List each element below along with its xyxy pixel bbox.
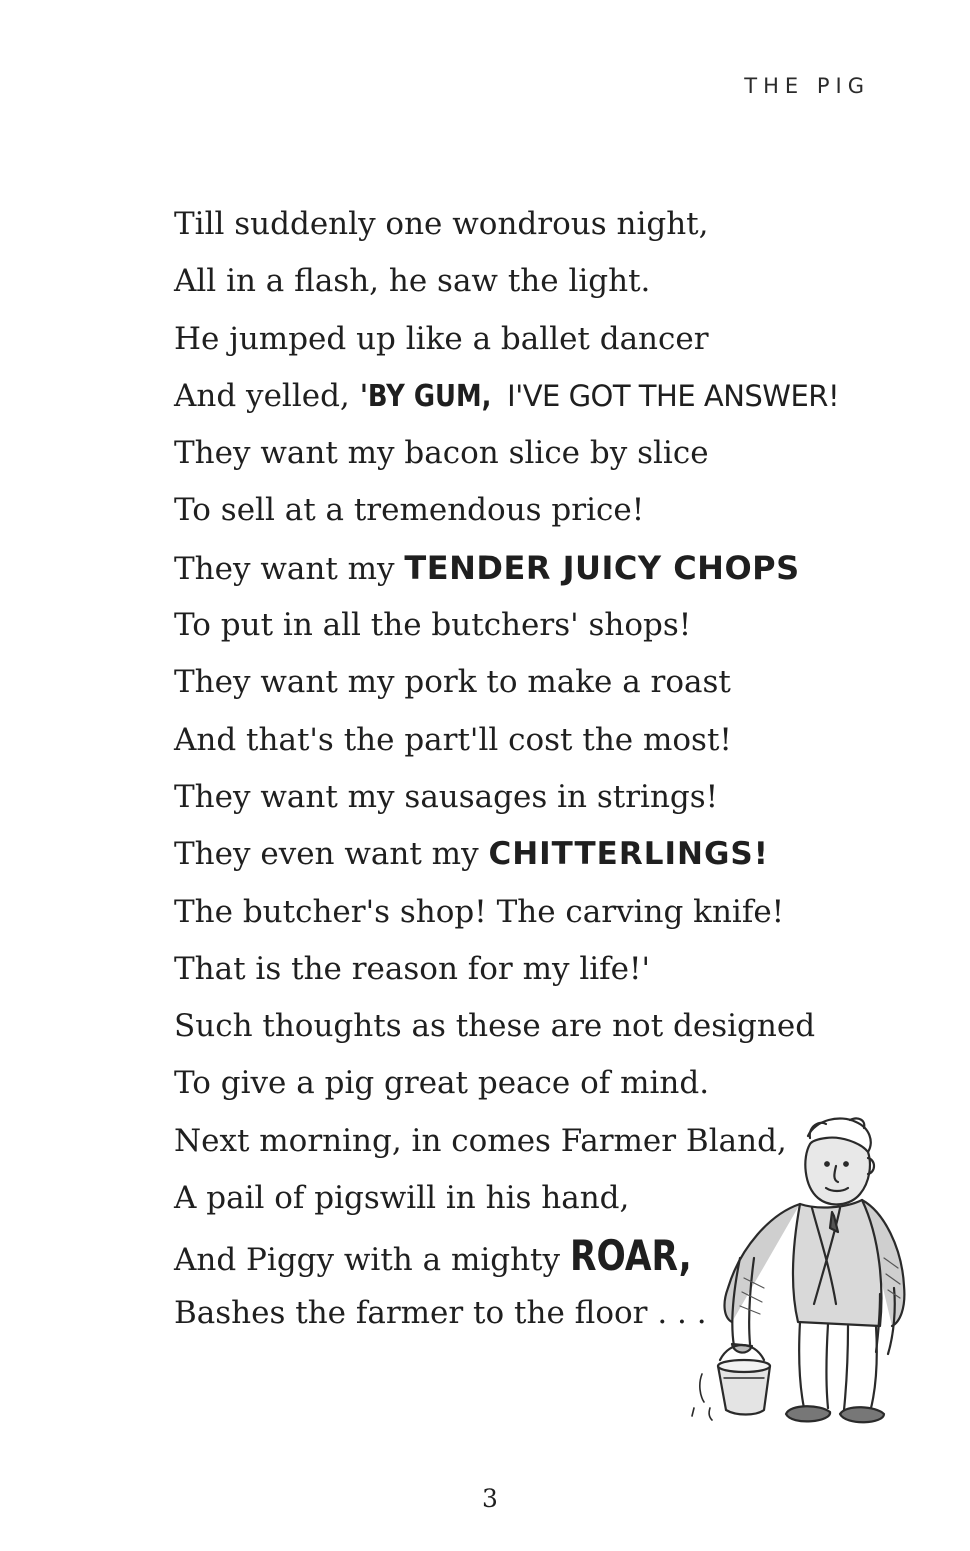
emphasis-by-gum: 'BY GUM, xyxy=(359,378,492,414)
emphasis-roar: ROAR, xyxy=(569,1231,692,1281)
poem-line xyxy=(174,368,894,425)
poem-line: Next morning, in comes Farmer Bland, xyxy=(174,1122,787,1159)
poem-line: To sell at a tremendous price! xyxy=(174,492,645,529)
emphasis-answer: I'VE GOT THE ANSWER! xyxy=(498,378,840,413)
poem-line: And that's the part'll cost the most! xyxy=(174,721,732,758)
poem-line: To put in all the butchers' shops! xyxy=(174,607,692,644)
emphasis-chitterlings: CHITTERLINGS! xyxy=(488,836,769,873)
poem-line: They want my sausages in strings! xyxy=(174,778,719,815)
farmer-with-pail-icon xyxy=(680,1108,920,1438)
poem-line: Such thoughts as these are not designed xyxy=(174,1008,816,1045)
poem-line: They want my bacon slice by slice xyxy=(174,435,709,472)
poem-line: That is the reason for my life!' xyxy=(174,950,650,987)
poem-line-text: And yelled, xyxy=(174,377,360,414)
running-header: THE PIG xyxy=(744,74,870,98)
page-number: 3 xyxy=(482,1484,498,1513)
poem-line: Till suddenly one wondrous night, xyxy=(174,206,709,242)
poem-line: They want my pork to make a roast xyxy=(174,664,731,701)
poem-line: The butcher's shop! The carving knife! xyxy=(174,893,785,930)
poem-line-text: They want my xyxy=(174,550,405,587)
poem-line xyxy=(174,540,894,597)
poem-line: To give a pig great peace of mind. xyxy=(174,1065,710,1102)
poem-line xyxy=(174,826,894,883)
poem-line: A pail of pigswill in his hand, xyxy=(174,1180,630,1217)
poem-line: He jumped up like a ballet dancer xyxy=(174,320,709,357)
poem-line-text: And Piggy with a mighty xyxy=(174,1242,570,1279)
emphasis-tender-juicy-chops: TENDER JUICY CHOPS xyxy=(404,548,800,587)
poem-line: Bashes the farmer to the floor . . . xyxy=(174,1294,707,1331)
poem-line-text: They even want my xyxy=(174,836,489,873)
poem-line: All in a flash, he saw the light. xyxy=(174,263,651,300)
